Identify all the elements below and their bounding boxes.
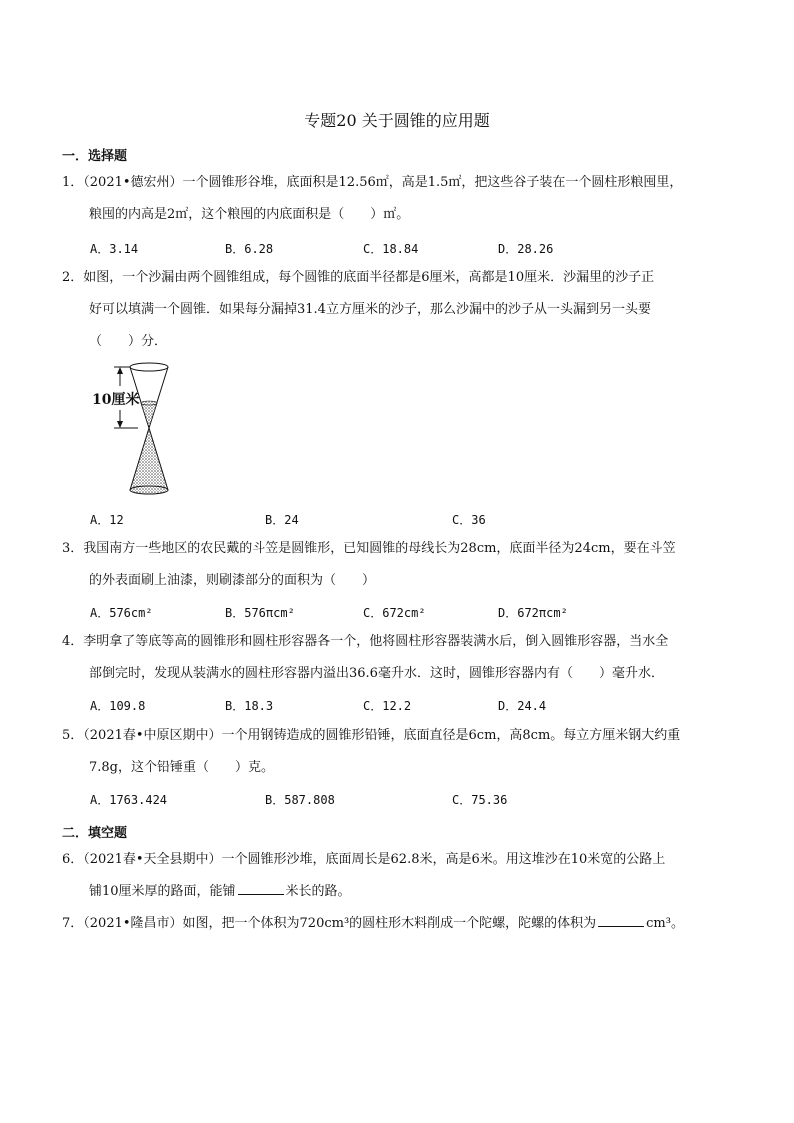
question-6-line-2: [62, 876, 738, 908]
question-7-text: 7．（2021•隆昌市）如图，把一个体积为720cm³的圆柱形木料削成一个陀螺，陀螺的体积为: [62, 916, 597, 931]
question-2-line-3: （ ）分．: [89, 334, 168, 349]
option-b[interactable]: B．587.808: [265, 793, 335, 807]
page-title: 专题20 关于圆锥的应用题: [304, 111, 490, 130]
question-2: [62, 262, 738, 358]
option-a[interactable]: A．3.14: [90, 242, 139, 256]
question-7-unit: cm³。: [646, 916, 684, 931]
question-6-line-2-tail: 米长的路。: [285, 884, 351, 899]
question-5-line-2: 7.8g，这个铅锤重（ ）克。: [89, 760, 274, 775]
question-5-line-1: 5．（2021春•中原区期中）一个用钢铸造成的圆锥形铅锤，底面直径是6cm，高8cm。每立方厘米钢大约重: [62, 728, 681, 743]
option-a[interactable]: A．109.8: [90, 699, 146, 713]
option-b[interactable]: B．24: [265, 513, 299, 527]
question-7: [62, 908, 738, 940]
option-c[interactable]: C．18.84: [363, 242, 419, 256]
option-b[interactable]: B．18.3: [225, 699, 274, 713]
question-4-line-1: 4．李明拿了等底等高的圆锥形和圆柱形容器各一个，他将圆柱形容器装满水后，倒入圆锥形容器，当水全: [62, 634, 669, 649]
question-1-line-1: 1．（2021•德宏州）一个圆锥形谷堆，底面积是12.56㎡，高是1.5㎡，把这些谷子装在一个圆柱形粮囤里，: [62, 175, 683, 190]
question-7-line: [62, 908, 738, 940]
option-c[interactable]: C．75.36: [452, 793, 508, 807]
option-d[interactable]: D．28.26: [498, 242, 554, 256]
option-a[interactable]: A．12: [90, 513, 124, 527]
answer-blank-6[interactable]: [238, 882, 284, 895]
option-a[interactable]: A．576cm²: [90, 606, 153, 620]
question-6: [62, 844, 738, 908]
question-5: [62, 720, 738, 784]
option-c[interactable]: C．12.2: [363, 699, 412, 713]
option-a[interactable]: A．1763.424: [90, 793, 168, 807]
option-c[interactable]: C．36: [452, 513, 486, 527]
option-d[interactable]: D．24.4: [498, 699, 547, 713]
question-3-line-2: 的外表面刷上油漆，则刷漆部分的面积为（ ）: [89, 573, 376, 588]
question-2-line-2: 好可以填满一个圆锥．如果每分漏掉31.4立方厘米的沙子，那么沙漏中的沙子从一头漏到另一头要: [89, 302, 651, 317]
question-3: [62, 533, 738, 597]
question-3-line-1: 3．我国南方一些地区的农民戴的斗笠是圆锥形，已知圆锥的母线长为28cm，底面半径为24cm，要在斗笠: [62, 541, 676, 556]
hourglass-height-label: 10厘米: [92, 392, 140, 408]
section-heading-fill: 二．填空题: [62, 826, 128, 841]
section-heading-choice: 一．选择题: [62, 149, 128, 164]
question-4: [62, 626, 738, 690]
question-1-line-2: 粮囤的内高是2㎡，这个粮囤的内底面积是（ ）㎡。: [89, 207, 410, 222]
question-6-line-2-text: 铺10厘米厚的路面，能铺: [89, 884, 236, 899]
option-b[interactable]: B．6.28: [225, 242, 274, 256]
option-d[interactable]: D．672πcm²: [498, 606, 568, 620]
option-c[interactable]: C．672cm²: [363, 606, 426, 620]
answer-blank-7[interactable]: [598, 914, 644, 927]
hourglass-figure: [112, 362, 192, 502]
question-1: [62, 167, 738, 231]
question-4-line-2: 部倒完时，发现从装满水的圆柱形容器内溢出36.6毫升水．这时，圆锥形容器内有（ ）毫升水．: [89, 666, 664, 681]
question-6-line-1: 6．（2021春•天全县期中）一个圆锥形沙堆，底面周长是62.8米，高是6米。用这堆沙在10米宽的公路上: [62, 852, 666, 867]
option-b[interactable]: B．576πcm²: [225, 606, 295, 620]
question-2-line-1: 2．如图，一个沙漏由两个圆锥组成，每个圆锥的底面半径都是6厘米，高都是10厘米．沙漏里的沙子正: [62, 270, 655, 285]
